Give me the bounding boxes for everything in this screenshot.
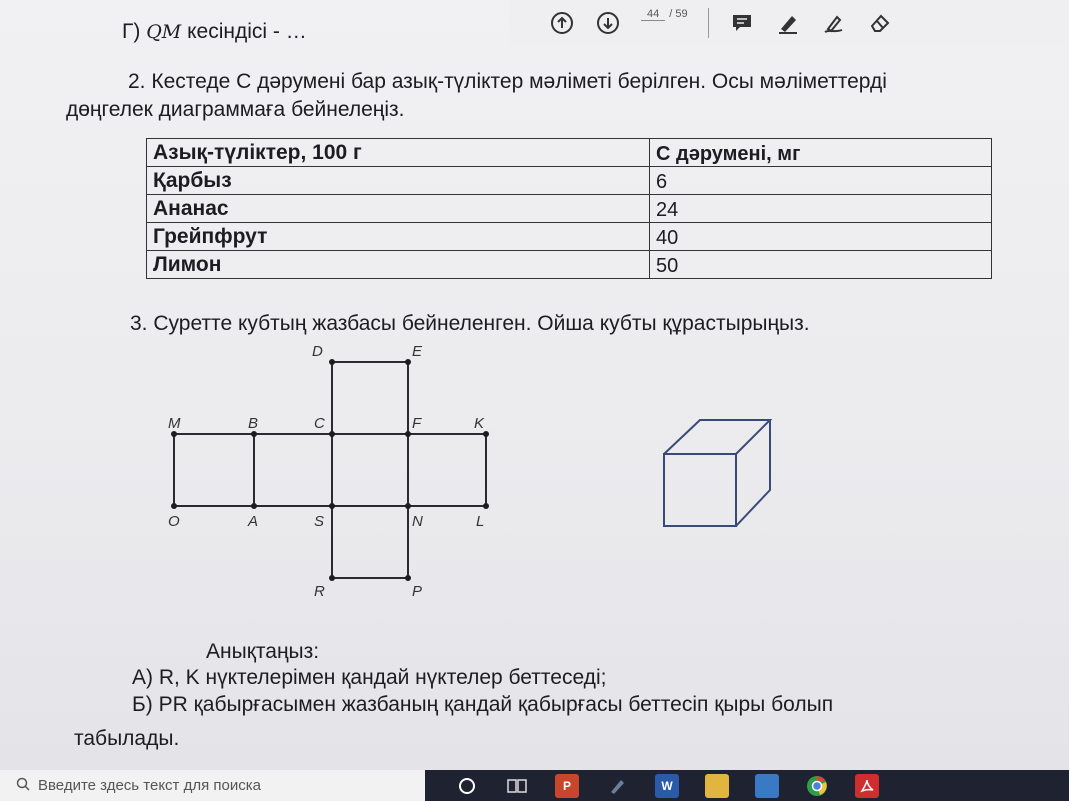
net-label-M: M — [168, 415, 181, 432]
word-icon[interactable]: W — [655, 774, 679, 798]
powerpoint-icon[interactable]: P — [555, 774, 579, 798]
cube-front-face — [664, 454, 736, 526]
table-row — [147, 167, 992, 195]
net-point — [329, 431, 335, 437]
task3-text: 3. Суретте кубтың жазбасы бейнеленген. Ойша кубты құрастырыңыз. — [130, 312, 810, 335]
table-row — [147, 251, 992, 279]
net-vertical-strip — [332, 362, 408, 578]
chrome-icon[interactable] — [805, 774, 829, 798]
search-placeholder[interactable]: Введите здесь текст для поиска — [38, 777, 261, 794]
task2-line2: дөңгелек диаграммаға бейнелеңіз. — [66, 98, 405, 121]
taskbar-search[interactable] — [0, 770, 425, 801]
net-point — [329, 575, 335, 581]
question-b: Б) PR қабырғасымен жазбаның қандай қабырғасы беттесіп қыры болып — [132, 693, 834, 716]
table-cell-food: Грейпфрут — [147, 223, 650, 251]
file-explorer-icon[interactable] — [705, 774, 729, 798]
scroll-down-icon[interactable] — [595, 10, 621, 36]
comment-icon[interactable] — [729, 10, 755, 36]
net-label-N: N — [412, 513, 423, 530]
taskbar-apps — [455, 774, 879, 798]
net-point — [171, 503, 177, 509]
net-label-K: K — [474, 415, 485, 432]
cube-drawing — [660, 416, 780, 532]
scroll-up-icon[interactable] — [549, 10, 575, 36]
pdf-toolbar — [509, 0, 1069, 46]
table-cell-food: Ананас — [147, 195, 650, 223]
table-cell-value: 40 — [650, 223, 992, 251]
table-header-row — [147, 139, 992, 167]
toolbar-divider — [708, 8, 709, 38]
net-point — [483, 503, 489, 509]
pen-app-icon[interactable] — [605, 774, 629, 798]
task-view-icon[interactable] — [505, 774, 529, 798]
page-counter[interactable] — [641, 8, 688, 21]
question-a: А) R, K нүктелерімен қандай нүктелер беттеседі; — [132, 666, 607, 689]
cube-net-diagram — [150, 338, 510, 608]
question-g-line — [122, 20, 307, 44]
table-header-food: Азық-түліктер, 100 г — [147, 139, 650, 167]
net-label-R: R — [314, 583, 325, 600]
table-header-vitamin: С дәрумені, мг — [650, 139, 992, 167]
net-label-P: P — [412, 583, 423, 600]
question-b-continuation: табылады. — [74, 727, 180, 750]
net-label-F: F — [412, 415, 422, 432]
net-horizontal-strip — [174, 434, 486, 506]
table-cell-food: Лимон — [147, 251, 650, 279]
questions-heading: Анықтаңыз: — [206, 640, 320, 663]
segment-name: QM — [146, 21, 182, 43]
eraser-icon[interactable] — [867, 10, 893, 36]
net-point — [251, 503, 257, 509]
table-cell-value: 6 — [650, 167, 992, 195]
net-label-D: D — [312, 343, 323, 360]
table-row — [147, 223, 992, 251]
net-label-C: C — [314, 415, 325, 432]
table-cell-value: 24 — [650, 195, 992, 223]
net-point — [405, 575, 411, 581]
net-label-E: E — [412, 343, 423, 360]
cube-top-face — [664, 420, 770, 454]
page-current[interactable]: 44 — [641, 8, 665, 21]
net-label-O: O — [168, 513, 180, 530]
table-cell-food: Қарбыз — [147, 167, 650, 195]
windows-taskbar — [0, 770, 1069, 801]
vitamin-c-table — [146, 138, 992, 279]
calculator-icon[interactable] — [755, 774, 779, 798]
net-point — [329, 359, 335, 365]
question-g-prefix: Г) — [122, 20, 141, 43]
net-label-B: B — [248, 415, 259, 432]
table-cell-value: 50 — [650, 251, 992, 279]
net-point — [329, 503, 335, 509]
cortana-icon[interactable] — [455, 774, 479, 798]
net-label-L: L — [476, 513, 485, 530]
acrobat-icon[interactable] — [855, 774, 879, 798]
net-label-S: S — [314, 513, 325, 530]
search-icon — [16, 777, 30, 795]
question-g-text: кесіндісі - … — [187, 20, 307, 43]
net-point — [405, 431, 411, 437]
table-row — [147, 195, 992, 223]
task2-line1: 2. Кестеде С дәрумені бар азық-түліктер мәліметі берілген. Осы мәліметтерді — [128, 70, 887, 93]
net-point — [405, 503, 411, 509]
draw-icon[interactable] — [821, 10, 847, 36]
page-total: / 59 — [669, 7, 688, 20]
highlight-pen-icon[interactable] — [775, 10, 801, 36]
net-point — [405, 359, 411, 365]
net-label-A: A — [248, 513, 259, 530]
